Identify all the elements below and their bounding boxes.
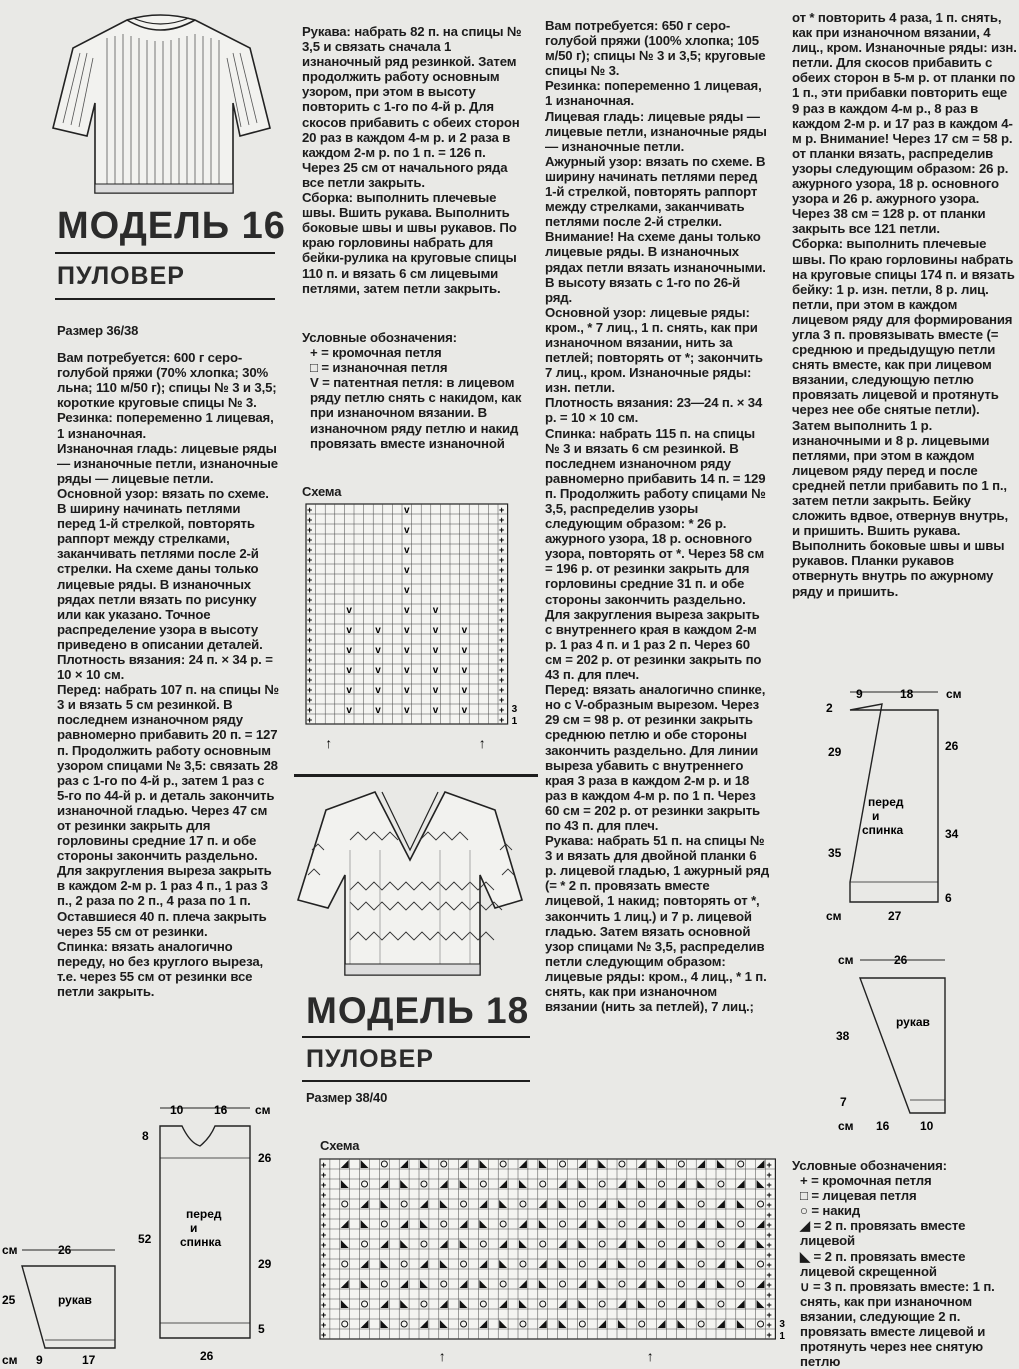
svg-text:5: 5	[258, 1322, 265, 1336]
svg-text:рукав: рукав	[896, 1015, 930, 1029]
paragraph	[302, 24, 524, 190]
svg-text:26: 26	[58, 1243, 72, 1257]
edge-stitch-symbol: +	[499, 565, 505, 575]
model18-legend	[792, 1158, 1017, 1369]
svg-text:26: 26	[258, 1151, 272, 1165]
edge-stitch-symbol: +	[499, 675, 505, 685]
paragraph-text: кром., * 7 лиц., 1 п. снять, как при изнаночном вязании, нить за петлей; повторять от *; закончить 7 лиц., кром. Изнаночные ряды: изн. петли.	[545, 319, 763, 396]
repeat-arrow-icon: ↑	[438, 1348, 446, 1364]
paragraph	[545, 426, 770, 683]
edge-stitch-symbol: +	[307, 565, 313, 575]
edge-stitch-symbol: +	[321, 1290, 327, 1300]
row-label: 3	[779, 1319, 785, 1330]
patent-stitch-symbol: v	[375, 645, 381, 656]
patent-stitch-symbol: v	[404, 525, 410, 536]
edge-stitch-symbol: +	[307, 705, 313, 715]
patent-stitch-symbol: v	[432, 645, 439, 656]
edge-stitch-symbol: +	[321, 1250, 327, 1260]
model16-sweater-illustration	[45, 8, 275, 203]
edge-stitch-symbol: +	[307, 595, 313, 605]
paragraph-text: вязать по схеме. В ширину начинать петлями перед 1-й стрелкой, повторять раппорт между стрелками, заканчивать петлями после 2-й стрелки. Внимание! На схеме даны только лицевые ряды. В изнаночных рядах петли вязать изнаночными. В высоту вязать с 1-го по 26-й ряд.	[545, 153, 766, 305]
paragraph-text: набрать 51 п. на спицы № 3 и вязать для двойной планки 6 р. лицевой гладью, 1 ажурный ряд (= * 2 п. провязать вместе лицевой, 1 накид; повторять от *, закончить 1 лиц.) и 7 р. лицевой гладью. Затем вязать основной узор спицами № 3,5, распределив петли следующим образом: лицевые ряды: кром., 4 лиц., * 1 п. снять, как при изнаночном вязании (нить за петлей), 7 лиц.;	[545, 833, 770, 1015]
paragraph-text: набрать 107 п. на спицы № 3 и вязать 5 см резинкой. В последнем изнаночном ряду равномерно прибавить 20 п. = 127 п. Продолжить работу основным узором спицами № 3,5: связать 28 раз с 1-го по 4-й р., затем 1 раз с 5-го по 44-й р. и деталь закончить изнаночной гладью. Через 47 см от резинки закрыть для горловины средние 17 п. и обе стороны закончить раздельно. Для закругления выреза закрыть в каждом 2-м р. 1 раз 4 п., 1 раз 3 п., 2 раза по 2 п., 4 раза по 1 п. Оставшиеся 40 п. плеча закрыть через 55 см от резинки.	[57, 682, 279, 939]
edge-stitch-symbol: +	[321, 1170, 327, 1180]
paragraph	[545, 305, 770, 396]
paragraph-heading: Спинка:	[545, 425, 596, 441]
edge-stitch-symbol: +	[307, 605, 313, 615]
edge-stitch-symbol: +	[766, 1170, 772, 1180]
svg-text:35: 35	[828, 846, 842, 860]
svg-text:25: 25	[2, 1293, 16, 1307]
paragraph-text: 24 п. × 34 р. = 10 × 10 см.	[57, 651, 273, 683]
model16-column-1	[57, 323, 279, 999]
svg-text:7: 7	[840, 1095, 847, 1109]
repeat-arrow-icon: ↑	[478, 735, 486, 751]
model18-subtitle: ПУЛОВЕР	[306, 1045, 434, 1073]
paragraph-text: попеременно 1 лицевая, 1 изнаночная.	[57, 410, 274, 441]
svg-text:рукав: рукав	[58, 1293, 92, 1307]
svg-text:52: 52	[138, 1232, 152, 1246]
model16-sleeve-pattern	[0, 1238, 130, 1367]
edge-stitch-symbol: +	[307, 525, 313, 535]
edge-stitch-symbol: +	[766, 1180, 772, 1190]
svg-text:17: 17	[82, 1353, 96, 1367]
paragraph	[792, 10, 1017, 236]
edge-stitch-symbol: +	[307, 535, 313, 545]
model18-legend-item: ◢ = 2 п. провязать вместе лицевой	[800, 1218, 966, 1249]
patent-stitch-symbol: v	[461, 685, 468, 696]
model18-column-3	[545, 18, 770, 1014]
svg-text:см: см	[255, 1103, 271, 1117]
model16-scheme-label: Схема	[302, 484, 342, 499]
patent-stitch-symbol: v	[346, 705, 352, 716]
paragraph-heading: Вам потребуется:	[57, 350, 171, 366]
edge-stitch-symbol: +	[321, 1230, 327, 1240]
paragraph-heading: Сборка:	[302, 190, 353, 206]
paragraph	[57, 410, 279, 440]
model18-front-back-pattern	[820, 682, 1015, 922]
paragraph-heading: Рукава:	[545, 833, 594, 849]
edge-stitch-symbol: +	[499, 605, 505, 615]
edge-stitch-symbol: +	[499, 555, 505, 565]
edge-stitch-symbol: +	[499, 615, 505, 625]
svg-text:26: 26	[945, 739, 959, 753]
paragraph-text: набрать 82 п. на спицы № 3,5 и связать сначала 1 изнаночный ряд резинкой. Затем продолжить работу основным узором, при этом в высоту повторить с 1-го по 4-й р. Для скосов прибавить с обеих сторон 20 раз в каждом 4-м р. и 2 раза в каждом 2-м р. по 1 п. = 126 п. Через 25 см от начального ряда все петли закрыть.	[302, 24, 522, 190]
edge-stitch-symbol: +	[307, 685, 313, 695]
patent-stitch-symbol: v	[404, 545, 410, 556]
paragraph	[57, 682, 279, 939]
edge-stitch-symbol: +	[499, 525, 505, 535]
edge-stitch-symbol: +	[307, 645, 313, 655]
paragraph-text: 600 г серо-голубой пряжи (70% хлопка; 30% льна; 110 м/50 г); спицы № 3 и 3,5; короткие круговые спицы № 3.	[57, 350, 277, 411]
svg-text:см: см	[946, 687, 962, 701]
edge-stitch-symbol: +	[766, 1230, 772, 1240]
edge-stitch-symbol: +	[321, 1160, 327, 1170]
model16-legend-title: Условные обозначения:	[302, 330, 457, 345]
patent-stitch-symbol: v	[375, 685, 381, 696]
edge-stitch-symbol: +	[766, 1280, 772, 1290]
edge-stitch-symbol: +	[307, 625, 313, 635]
model18-sleeve-pattern	[820, 948, 1015, 1133]
paragraph	[545, 78, 770, 108]
svg-text:38: 38	[836, 1029, 850, 1043]
patent-stitch-symbol: v	[346, 665, 352, 676]
edge-stitch-symbol: +	[499, 645, 505, 655]
svg-text:перед: перед	[868, 795, 904, 809]
edge-stitch-symbol: +	[321, 1300, 327, 1310]
patent-stitch-symbol: v	[432, 665, 439, 676]
edge-stitch-symbol: +	[307, 675, 313, 685]
model16-title: МОДЕЛЬ 16	[57, 205, 286, 247]
patent-stitch-symbol: v	[404, 645, 410, 656]
paragraph-text: от * повторить 4 раза, 1 п. снять, как при изнаночном вязании, 4 лиц., кром. Изнаночные ряды: изн. петли. Для скосов прибавить с обеих сторон в 5-м р. от планки по 1 п., эти прибавки повторить еще 9 раз в каждом 4-м р., 8 раз в каждом 2-м р. и 17 раз в каждом 4-м р. Внимание! Через 17 см = 58 р. от планки вязать, распределив узоры следующим образом: 26 р. ажурного узора, 18 р. основного узора и 26 р. ажурного узора. Через 38 см = 128 р. от планки закрыть все 121 петли.	[792, 10, 1017, 237]
paragraph-heading: Вам потребуется:	[545, 18, 659, 33]
edge-stitch-symbol: +	[766, 1330, 772, 1340]
paragraph-heading: Плотность вязания:	[57, 651, 186, 667]
paragraph	[545, 395, 770, 425]
edge-stitch-symbol: +	[766, 1190, 772, 1200]
edge-stitch-symbol: +	[307, 655, 313, 665]
repeat-arrow-icon: ↑	[646, 1348, 654, 1364]
edge-stitch-symbol: +	[499, 585, 505, 595]
paragraph	[545, 154, 770, 305]
svg-text:см: см	[2, 1353, 18, 1367]
svg-text:перед: перед	[186, 1207, 222, 1221]
paragraph-heading: Перед:	[545, 682, 590, 698]
edge-stitch-symbol: +	[307, 515, 313, 525]
model18-legend-item: + = кромочная петля	[800, 1173, 932, 1189]
edge-stitch-symbol: +	[499, 655, 505, 665]
svg-text:26: 26	[200, 1349, 214, 1363]
model16-size: Размер 36/38	[57, 323, 139, 338]
edge-stitch-symbol: +	[321, 1270, 327, 1280]
edge-stitch-symbol: +	[766, 1300, 772, 1310]
edge-stitch-symbol: +	[499, 545, 505, 555]
edge-stitch-symbol: +	[766, 1250, 772, 1260]
svg-text:10: 10	[920, 1119, 934, 1133]
edge-stitch-symbol: +	[307, 575, 313, 585]
patent-stitch-symbol: v	[346, 605, 352, 616]
paragraph	[57, 486, 279, 652]
patent-stitch-symbol: v	[404, 625, 410, 636]
row-label: 1	[511, 716, 518, 727]
svg-text:2: 2	[826, 701, 833, 715]
model18-sweater-illustration	[290, 780, 530, 990]
patent-stitch-symbol: v	[432, 625, 439, 636]
svg-text:27: 27	[888, 909, 902, 923]
row-label: 1	[779, 1331, 785, 1342]
patent-stitch-symbol: v	[404, 605, 410, 616]
paragraph-text: выполнить плечевые швы. По краю горловины набрать на круговые спицы 174 п. и вязать бейку: 1 р. изн. петли, 8 р. лиц. петли, при этом в каждом лицевом ряду для формирования угла 3 п. провязывать вместе (= среднюю и предыдущую петли снять вместе, как при лицевом вязании, следующую петлю провязать лицевой и протянуть через нее обе снятые петли). Затем выполнить 1 р. изнаночными и 8 р. лицевыми петлями, при этом в каждом лицевом ряду перед и после средней петли прибавить по 1 п., затем петли закрыть. Бейку сложить вдвое, отвернув внутрь, и пришить. Вшить рукава. Выполнить боковые швы и швы рукавов. Планки рукавов отвернуть внутрь по ажурному ряду и пришить.	[792, 236, 1015, 599]
patent-stitch-symbol: v	[461, 705, 468, 716]
patent-stitch-symbol: v	[375, 705, 381, 716]
svg-text:9: 9	[36, 1353, 43, 1367]
edge-stitch-symbol: +	[499, 575, 505, 585]
edge-stitch-symbol: +	[499, 505, 505, 515]
edge-stitch-symbol: +	[499, 595, 505, 605]
svg-text:16: 16	[876, 1119, 890, 1133]
model18-legend-item: ∪ = 3 п. провязать вместе: 1 п. снять, как при изнаночном вязании, следующие 2 п. провязать вместе лицевой и протянуть через нее снятую петлю	[800, 1278, 995, 1369]
paragraph-text: 650 г серо-голубой пряжи (100% хлопка; 105 м/50 г); спицы № 3 и 3,5; круговые спицы № 3.	[545, 18, 766, 79]
model16-column-2	[302, 24, 524, 296]
svg-text:см: см	[2, 1243, 18, 1257]
edge-stitch-symbol: +	[307, 615, 313, 625]
edge-stitch-symbol: +	[307, 695, 313, 705]
svg-text:см: см	[838, 953, 854, 967]
model16-legend	[302, 330, 524, 451]
edge-stitch-symbol: +	[766, 1320, 772, 1330]
patent-stitch-symbol: v	[432, 705, 439, 716]
edge-stitch-symbol: +	[321, 1210, 327, 1220]
edge-stitch-symbol: +	[766, 1220, 772, 1230]
model18-scheme-grid	[318, 1157, 785, 1367]
model16-title-rule	[55, 252, 275, 254]
model16-legend-item: □ = изнаночная петля	[310, 360, 448, 376]
edge-stitch-symbol: +	[499, 515, 505, 525]
paragraph-heading: Лицевая гладь:	[545, 108, 645, 124]
edge-stitch-symbol: +	[499, 635, 505, 645]
paragraph	[302, 190, 524, 296]
patent-stitch-symbol: v	[404, 685, 410, 696]
patent-stitch-symbol: v	[432, 605, 439, 616]
label: 10	[170, 1103, 184, 1117]
edge-stitch-symbol: +	[307, 715, 313, 725]
paragraph-heading: Рукава:	[302, 24, 351, 39]
edge-stitch-symbol: +	[766, 1200, 772, 1210]
model16-front-back-pattern	[130, 1098, 290, 1368]
patent-stitch-symbol: v	[404, 665, 410, 676]
row-label: 3	[511, 704, 518, 715]
paragraph-text: попеременно 1 лицевая, 1 изнаночная.	[545, 78, 762, 109]
edge-stitch-symbol: +	[766, 1260, 772, 1270]
paragraph-text: лицевые ряды — лицевые петли, изнаночные ряды — изнаночные петли.	[545, 108, 767, 154]
paragraph-text: вязать по схеме. В ширину начинать петлями перед 1-й стрелкой, повторять раппорт между стрелками, заканчивать петлями после 2-й стрелки. На схеме даны только лицевые ряды. В изнаночных рядах петли вязать по рисунку или как указано. Точное распределение узора в высоту приведено в описании деталей.	[57, 485, 269, 652]
svg-text:8: 8	[142, 1129, 149, 1143]
edge-stitch-symbol: +	[321, 1220, 327, 1230]
edge-stitch-symbol: +	[307, 545, 313, 555]
paragraph-heading: Ажурный узор:	[545, 153, 643, 169]
edge-stitch-symbol: +	[321, 1310, 327, 1320]
patent-stitch-symbol: v	[346, 625, 352, 636]
patent-stitch-symbol: v	[404, 705, 410, 716]
model18-title: МОДЕЛЬ 18	[306, 990, 530, 1031]
patent-stitch-symbol: v	[346, 685, 352, 696]
model16-legend-item: + = кромочная петля	[310, 345, 442, 361]
edge-stitch-symbol: +	[321, 1240, 327, 1250]
model18-legend-item: □ = лицевая петля	[800, 1188, 917, 1204]
paragraph	[545, 682, 770, 833]
paragraph-heading: Изнаночная гладь:	[57, 440, 178, 456]
patent-stitch-symbol: v	[346, 645, 352, 656]
paragraph-heading: Перед:	[57, 682, 102, 698]
paragraph-text: лицевые ряды — изнаночные петли, изнаночные ряды — лицевые петли.	[57, 440, 278, 486]
edge-stitch-symbol: +	[321, 1280, 327, 1290]
paragraph	[57, 441, 279, 486]
edge-stitch-symbol: +	[499, 625, 505, 635]
svg-text:см: см	[826, 909, 842, 923]
paragraph-heading: Резинка:	[57, 410, 113, 426]
model18-legend-item: ○ = накид	[800, 1203, 861, 1219]
edge-stitch-symbol: +	[499, 695, 505, 705]
repeat-arrow-icon: ↑	[325, 735, 333, 751]
edge-stitch-symbol: +	[307, 635, 313, 645]
model16-legend-item: V = патентная петля: в лицевом ряду петлю снять с накидом, как при изнаночном вязании. В изнаночном ряду петлю и накид провязать вместе изнаночной	[310, 375, 522, 451]
edge-stitch-symbol: +	[766, 1310, 772, 1320]
model18-title-rule	[302, 1036, 530, 1038]
paragraph-heading: Основной узор: лицевые ряды:	[545, 304, 750, 320]
svg-text:см: см	[838, 1119, 854, 1133]
svg-text:29: 29	[828, 745, 842, 759]
patent-stitch-symbol: v	[461, 665, 468, 676]
paragraph	[545, 109, 770, 154]
patent-stitch-symbol: v	[375, 625, 381, 636]
paragraph	[792, 236, 1017, 598]
model18-size: Размер 38/40	[306, 1090, 388, 1105]
svg-text:29: 29	[258, 1257, 272, 1271]
edge-stitch-symbol: +	[499, 535, 505, 545]
model18-subtitle-rule	[302, 1080, 530, 1082]
svg-text:9: 9	[856, 687, 863, 701]
model18-scheme-label: Схема	[320, 1138, 360, 1153]
edge-stitch-symbol: +	[499, 705, 505, 715]
paragraph	[57, 939, 279, 999]
paragraph-text: выполнить плечевые швы. Вшить рукава. Выполнить боковые швы и швы рукавов. По краю горловины набрать для бейки-рулика на круговые спицы 110 п. и вязать 6 см лицевыми петлями, затем петли закрыть.	[302, 190, 517, 296]
model18-legend-item: ◣ = 2 п. провязать вместе лицевой скрещенной	[800, 1248, 966, 1279]
paragraph-heading: Спинка:	[57, 938, 108, 954]
paragraph	[57, 652, 279, 682]
paragraph-heading: Плотность вязания:	[545, 395, 674, 411]
paragraph-text: вязать аналогично переду, но без круглого выреза, т.е. через 55 см от резинки все петли закрыть.	[57, 938, 264, 1000]
patent-stitch-symbol: v	[461, 625, 468, 636]
patent-stitch-symbol: v	[432, 685, 439, 696]
edge-stitch-symbol: +	[307, 585, 313, 595]
edge-stitch-symbol: +	[307, 665, 313, 675]
svg-text:и: и	[872, 809, 880, 823]
model18-legend-title: Условные обозначения:	[792, 1158, 947, 1173]
edge-stitch-symbol: +	[321, 1260, 327, 1270]
edge-stitch-symbol: +	[321, 1320, 327, 1330]
edge-stitch-symbol: +	[307, 505, 313, 515]
paragraph-heading: Резинка:	[545, 78, 601, 94]
paragraph-text: вязать аналогично спинке, но с V-образным вырезом. Через 29 см = 98 р. от резинки закрыть среднюю петлю и обе стороны закончить раздельно. Для линии выреза убавить с внутреннего края 3 раза в каждом 2-м р. и 18 раз в каждом 4-м р. по 1 п. Через 60 см = 202 р. от резинки закрыть по 43 п. для плеч.	[545, 682, 766, 833]
paragraph	[545, 833, 770, 1014]
svg-text:спинка: спинка	[180, 1235, 222, 1249]
patent-stitch-symbol: v	[404, 585, 410, 596]
model16-scheme-grid	[302, 502, 524, 764]
edge-stitch-symbol: +	[766, 1160, 772, 1170]
model18-column-4	[792, 10, 1017, 599]
paragraph-text: набрать 115 п. на спицы № 3 и вязать 6 см резинкой. В последнем изнаночном ряду равномерно прибавить 14 п. = 129 п. Продолжить работу спицами № 3,5, распределив узоры следующим образом: * 26 р. ажурного узора, 18 р. основного узора, повторять от *. Через 58 см = 196 р. от резинки закрыть для горловины средние 31 п. и обе стороны закончить раздельно. Для закругления выреза закрыть с внутреннего края в каждом 2-м р. 1 раз 4 п. и 1 раз 2 п. Через 60 см = 202 р. от резинки закрыть по 43 п. для плеч.	[545, 425, 766, 683]
svg-text:6: 6	[945, 891, 952, 905]
edge-stitch-symbol: +	[766, 1290, 772, 1300]
edge-stitch-symbol: +	[321, 1330, 327, 1340]
svg-text:34: 34	[945, 827, 959, 841]
svg-text:и: и	[190, 1221, 198, 1235]
patent-stitch-symbol: v	[404, 505, 410, 516]
paragraph	[57, 350, 279, 410]
svg-text:26: 26	[894, 953, 908, 967]
edge-stitch-symbol: +	[766, 1240, 772, 1250]
model-separator	[294, 774, 538, 777]
svg-text:спинка: спинка	[862, 823, 904, 837]
edge-stitch-symbol: +	[307, 555, 313, 565]
patent-stitch-symbol: v	[375, 665, 381, 676]
edge-stitch-symbol: +	[766, 1210, 772, 1220]
edge-stitch-symbol: +	[321, 1190, 327, 1200]
patent-stitch-symbol: v	[404, 565, 410, 576]
edge-stitch-symbol: +	[499, 715, 505, 725]
paragraph-text: 23—24 п. × 34 р. = 10 × 10 см.	[545, 395, 763, 426]
patent-stitch-symbol: v	[461, 645, 468, 656]
model16-subtitle-rule	[55, 298, 275, 300]
edge-stitch-symbol: +	[321, 1180, 327, 1190]
edge-stitch-symbol: +	[766, 1270, 772, 1280]
paragraph	[545, 18, 770, 78]
paragraph-heading: Сборка:	[792, 236, 843, 252]
paragraph-heading: Основной узор:	[57, 485, 159, 501]
edge-stitch-symbol: +	[499, 685, 505, 695]
model16-subtitle: ПУЛОВЕР	[57, 262, 185, 290]
svg-text:18: 18	[900, 687, 914, 701]
edge-stitch-symbol: +	[321, 1200, 327, 1210]
svg-text:16: 16	[214, 1103, 228, 1117]
edge-stitch-symbol: +	[499, 665, 505, 675]
